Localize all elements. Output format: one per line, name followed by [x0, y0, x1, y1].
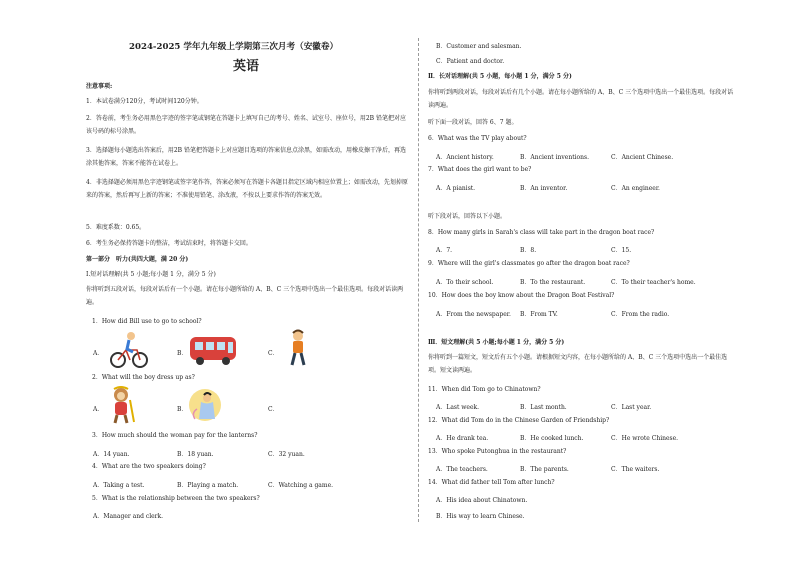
note-item: 1．本试卷满分120分，考试时间120分钟。	[86, 98, 203, 105]
q11-option-c: C．Last year.	[611, 404, 652, 411]
q9-option-c: C．To their teacher's home.	[611, 279, 696, 286]
q11-option-b: B．Last month.	[520, 404, 567, 411]
q12-option-b: B．He cooked lunch.	[520, 435, 584, 442]
note-item: 6．考生务必保持答题卡的整洁，考试结束时，将答题卡交回。	[86, 240, 252, 247]
q7-option-c: C．An engineer.	[611, 185, 660, 192]
part1-heading: 第一部分 听力(共四大题，满 20 分)	[86, 256, 189, 263]
q13-option-a: A．The teachers.	[436, 466, 488, 473]
q6-option-b: B．Ancient inventions.	[520, 154, 590, 161]
q6-option-c: C．Ancient Chinese.	[611, 154, 674, 161]
q5-option-b: B．Customer and salesman.	[436, 43, 522, 50]
q9-option-a: A．To their school.	[436, 279, 494, 286]
q10-option-c: C．From the radio.	[611, 311, 670, 318]
question-12-stem: 12．What did Tom do in the Chinese Garden of Friendship?	[428, 417, 610, 424]
exam-title: 2024-2025 学年九年级上学期第三次月考（安徽卷）	[129, 42, 339, 52]
q3-option-b: B．18 yuan.	[177, 451, 214, 458]
q10-option-a: A．From the newspaper.	[436, 311, 511, 318]
section1-heading: Ⅰ.短对话理解(共 5 小题;每小题 1 分，满分 5 分)	[86, 271, 216, 278]
moon-fairy-icon	[187, 387, 223, 423]
q6-option-a: A．Ancient history.	[436, 154, 494, 161]
q5-option-a: A．Manager and clerk.	[93, 513, 164, 520]
section2-sub1: 听下面一段对话，回答 6、7 题。	[428, 119, 518, 126]
q13-option-b: B．The parents.	[520, 466, 569, 473]
q4-option-a: A．Taking a test.	[93, 482, 145, 489]
q8-option-c: C．15.	[611, 247, 632, 254]
question-5-stem: 5．What is the relationship between the two speakers?	[92, 495, 260, 502]
q3-option-c: C．32 yuan.	[268, 451, 305, 458]
bicycle-rider-icon	[109, 330, 149, 370]
question-3-stem: 3．How much should the woman pay for the lanterns?	[92, 432, 258, 439]
q7-option-a: A．A pianist.	[436, 185, 476, 192]
q2-option-b: B．	[177, 406, 188, 413]
monkey-king-icon	[106, 386, 136, 424]
q4-option-c: C．Watching a game.	[268, 482, 334, 489]
q12-option-c: C．He wrote Chinese.	[611, 435, 679, 442]
q9-option-b: B．To the restaurant.	[520, 279, 586, 286]
question-11-stem: 11．When did Tom go to Chinatown?	[428, 386, 541, 393]
q1-option-b: B．	[177, 350, 188, 357]
q14-option-a: A．His idea about Chinatown.	[436, 497, 528, 504]
q14-option-b: B．His way to learn Chinese.	[436, 513, 525, 520]
q2-option-a: A．	[93, 406, 104, 413]
question-10-stem: 10．How does the boy know about the Dragon Boat Festival?	[428, 292, 615, 299]
section1-instruction: 你将听到五段对话，每段对话后有一个小题。请在每小题所给的 A、B、C 三个选项中选出一个最佳选项。每段对话读两遍。	[86, 286, 404, 306]
question-1-stem: 1．How did Bill use to go to school?	[92, 318, 202, 325]
q2-option-c: C．	[268, 406, 279, 413]
question-7-stem: 7．What does the girl want to be?	[428, 166, 532, 173]
section3-instruction: 你将听到一篇短文，短文后有五个小题。请根据短文内容，在每小题所给的 A、B、C 三个选项中选出一个最佳选项。短文读两遍。	[428, 354, 728, 374]
note-item: 5．难度系数：0.65。	[86, 224, 146, 231]
section2-sub2: 听下段对话，回答以下小题。	[428, 213, 507, 220]
section2-heading: Ⅱ．长对话理解(共 5 小题，每小题 1 分，满分 5 分)	[428, 73, 572, 80]
note-item: 2．答卷前，考生务必用黑色字迹的签字笔或钢笔在答题卡上填写自己的考号、姓名、试室号、座位号，用2B 铅笔把对应该号码的标号涂黑。	[86, 115, 406, 135]
notes-heading: 注意事项:	[86, 83, 113, 90]
question-14-stem: 14．What did father tell Tom after lunch?	[428, 479, 555, 486]
question-2-stem: 2．What will the boy dress up as?	[92, 374, 195, 381]
q1-option-a: A．	[93, 350, 104, 357]
q12-option-a: A．He drank tea.	[436, 435, 489, 442]
q8-option-a: A．7.	[436, 247, 453, 254]
bus-icon	[188, 334, 238, 366]
question-8-stem: 8．How many girls in Sarah's class will take part in the dragon boat race?	[428, 229, 655, 236]
q4-option-b: B．Playing a match.	[177, 482, 239, 489]
q10-option-b: B．From TV.	[520, 311, 558, 318]
q11-option-a: A．Last week.	[436, 404, 480, 411]
q1-option-c: C．	[268, 350, 279, 357]
note-item: 4．非选择题必须用黑色字迹钢笔或签字笔作答，答案必须写在答题卡各题目指定区域内相应位置上；如需改动，先划掉原来的答案，然后再写上新的答案；不准使用铅笔、涂改液，不按以上要求作答的答案无效。	[86, 179, 408, 199]
question-4-stem: 4．What are the two speakers doing?	[92, 463, 206, 470]
subject-title: 英语	[233, 59, 260, 74]
q13-option-c: C．The waiters.	[611, 466, 660, 473]
question-9-stem: 9．Where will the girl's classmates go after the dragon boat race?	[428, 260, 630, 267]
q7-option-b: B．An inventor.	[520, 185, 568, 192]
note-item: 3．选择题每小题选出答案后，用2B 铅笔把答题卡上对应题目选项的答案信息点涂黑，如需改动，用橡皮擦干净后，再选涂其他答案，答案不能答在试卷上。	[86, 147, 406, 167]
walking-boy-icon	[287, 330, 309, 368]
question-13-stem: 13．Who spoke Putonghua in the restaurant?	[428, 448, 567, 455]
section2-instruction: 你将听到两段对话，每段对话后有几个小题。请在每小题所给的 A、B、C 三个选项中选出一个最佳选项。每段对话读两遍。	[428, 89, 734, 109]
q8-option-b: B．8.	[520, 247, 537, 254]
q3-option-a: A．14 yuan.	[93, 451, 130, 458]
column-divider	[418, 38, 419, 522]
q5-option-c: C．Patient and doctor.	[436, 58, 505, 65]
section3-heading: Ⅲ．短文理解(共 5 小题;每小题 1 分，满分 5 分)	[428, 339, 565, 346]
question-6-stem: 6．What was the TV play about?	[428, 135, 527, 142]
